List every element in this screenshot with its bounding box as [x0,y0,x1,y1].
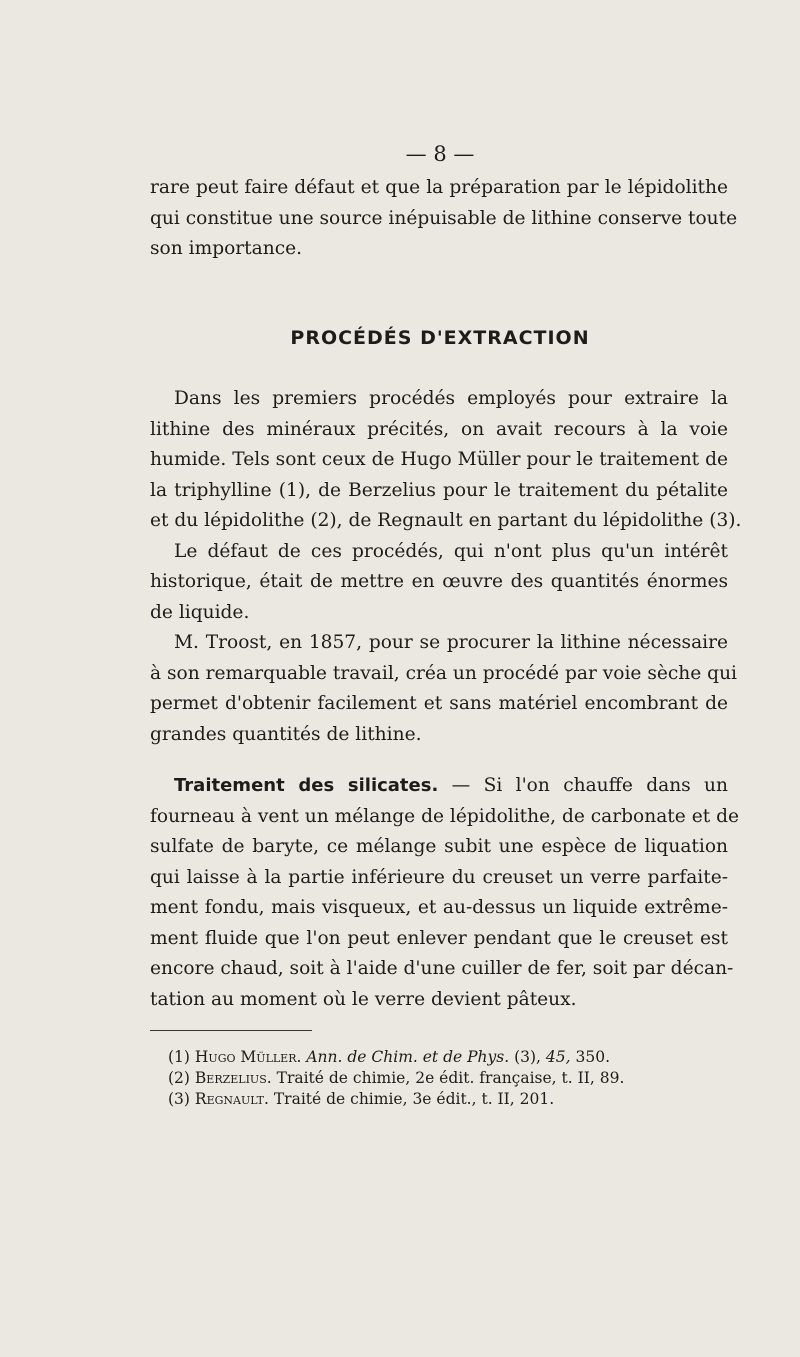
text-line: la triphylline (1), de Berzelius pour le traitement du pétalite [150,479,728,501]
run-in-heading: Traitement des silicates. [174,775,439,796]
footnote [168,1068,624,1089]
text-line: humide. Tels sont ceux de Hugo Müller pour le traitement de [150,449,728,470]
footnote-author: Berzelius. [194,1069,272,1087]
footnote-text: Traité de chimie, 2e édit. française, t. II, 89. [276,1069,625,1087]
text-line: Dans les premiers procédés employés pour extraire la [174,388,728,409]
text-line: son importance. [150,238,303,259]
page-number: — 8 — [405,142,475,166]
paragraph-extraction-methods [150,384,742,750]
paragraph-silicates [150,771,739,1015]
footnote-marker: (3) [168,1090,190,1108]
text-line: qui constitue une source inépuisable de lithine conserve toute [150,207,738,229]
text-line: de liquide. [150,601,250,623]
footnote-volume: 45, [545,1048,571,1066]
text-line: qui laisse à la partie inférieure du creuset un verre parfaite- [150,866,728,888]
text-line: ment fondu, mais visqueux, et au-dessus un liquide extrême- [150,897,728,918]
footnote-text: Traité de chimie, 3e édit., t. II, 201. [273,1090,555,1108]
text-line: ment fluide que l'on peut enlever pendant que le creuset est [150,927,728,949]
intro-paragraph [150,173,738,265]
text-line: lithine des minéraux précités, on avait recours à la voie [150,418,728,440]
footnote [168,1047,624,1068]
footnote-marker: (1) [168,1048,190,1066]
footnote-author: Hugo Müller. [194,1048,302,1066]
footnote-page: 350. [575,1048,611,1066]
footnote-journal: Ann. de Chim. et de Phys. [306,1048,510,1066]
text-line: fourneau à vent un mélange de lépidolithe, de carbonate et de [150,805,739,827]
text-fragment: — Si l'on chauffe dans un [438,775,729,796]
text-line: permet d'obtenir facilement et sans matériel encombrant de [150,693,728,714]
text-line [150,771,728,802]
footnote-divider [150,1030,312,1031]
footnote-series: (3), [514,1048,541,1066]
footnote-marker: (2) [168,1069,190,1087]
text-line: rare peut faire défaut et que la préparation par le lépidolithe [150,177,728,198]
footnotes [168,1047,624,1110]
text-line: encore chaud, soit à l'aide d'une cuiller de fer, soit par décan- [150,958,734,979]
text-line: et du lépidolithe (2), de Regnault en partant du lépidolithe (3). [150,510,742,531]
text-line: sulfate de baryte, ce mélange subit une espèce de liquation [150,836,728,857]
text-line: Le défaut de ces procédés, qui n'ont plus qu'un intérêt [174,540,728,562]
text-line: historique, était de mettre en œuvre des quantités énormes [150,571,728,592]
section-heading: PROCÉDÉS D'EXTRACTION [290,327,590,349]
text-line: tation au moment où le verre devient pâteux. [150,988,577,1010]
footnote [168,1089,624,1110]
footnote-author: Regnault. [194,1090,269,1108]
text-line: à son remarquable travail, créa un procédé par voie sèche qui [150,662,737,684]
text-line: grandes quantités de lithine. [150,723,422,745]
text-line: M. Troost, en 1857, pour se procurer la lithine nécessaire [174,632,728,653]
